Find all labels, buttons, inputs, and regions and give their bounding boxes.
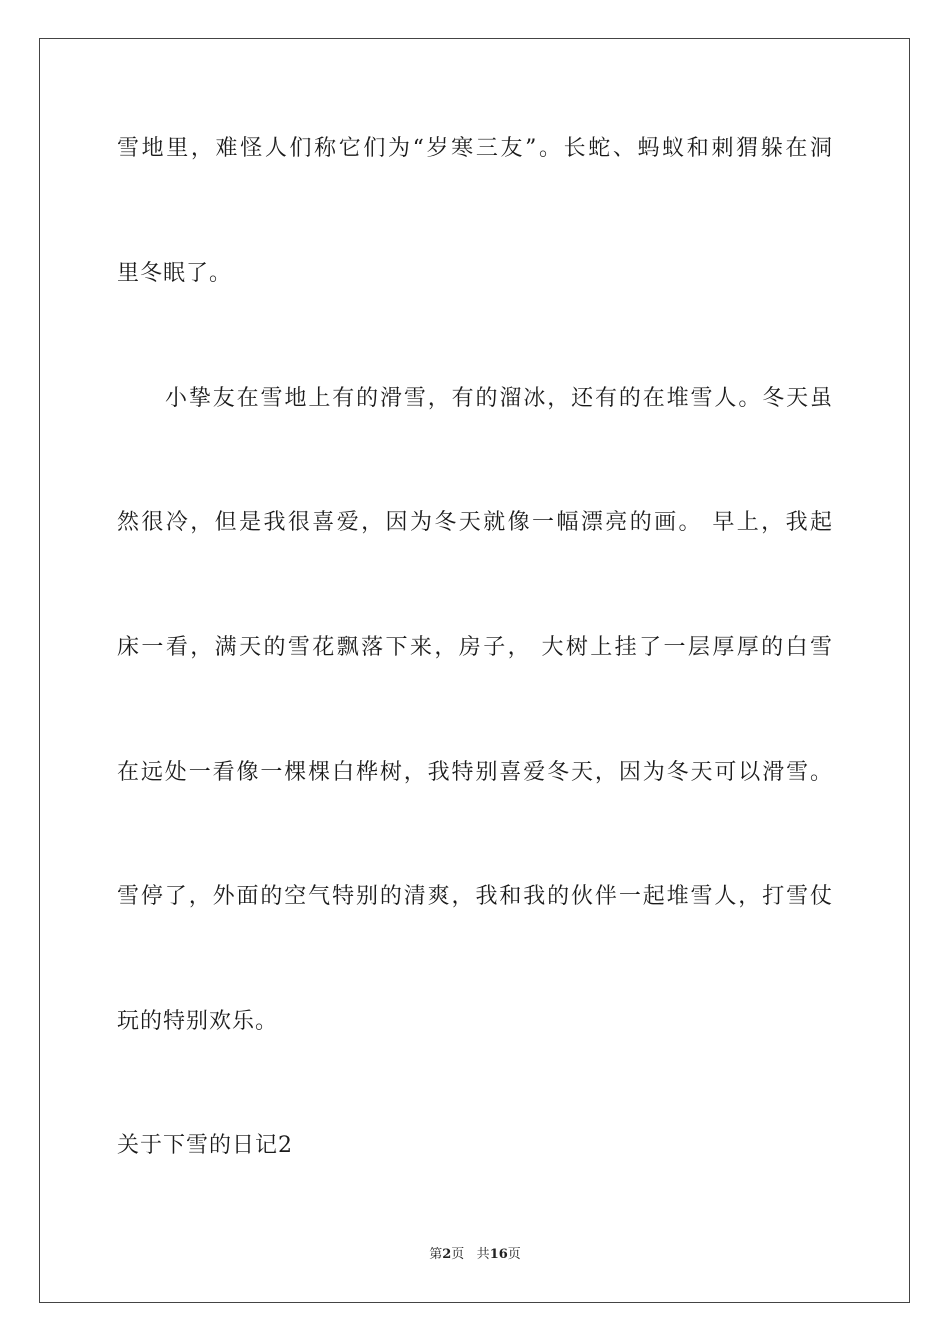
page-suffix: 页 xyxy=(451,1247,465,1262)
paragraph-line: 在远处一看像一棵棵白桦树，我特别喜爱冬天，因为冬天可以滑雪。 xyxy=(117,760,833,785)
page-footer xyxy=(0,1247,950,1263)
page-prefix: 第 xyxy=(429,1247,443,1262)
section-heading: 关于下雪的日记2 xyxy=(117,1133,293,1158)
total-pages: 16 xyxy=(489,1247,508,1262)
page-border xyxy=(39,38,910,1303)
total-prefix: 共 xyxy=(476,1247,490,1262)
paragraph-line: 玩的特别欢乐。 xyxy=(117,1009,279,1034)
paragraph-line: 床一看，满天的雪花飘落下来，房子， 大树上挂了一层厚厚的白雪 xyxy=(117,635,833,660)
paragraph-line: 雪停了，外面的空气特别的清爽，我和我的伙伴一起堆雪人，打雪仗 xyxy=(117,884,833,909)
page-number: 2 xyxy=(442,1247,452,1262)
paragraph-line: 小挚友在雪地上有的滑雪，有的溜冰，还有的在堆雪人。冬天虽 xyxy=(165,386,833,411)
paragraph-line: 然很冷，但是我很喜爱，因为冬天就像一幅漂亮的画。 早上，我起 xyxy=(117,510,833,535)
paragraph-line: 里冬眠了。 xyxy=(117,261,233,286)
paragraph-line: 雪地里，难怪人们称它们为“岁寒三友”。长蛇、蚂蚁和刺猬躲在洞 xyxy=(117,136,833,161)
total-suffix: 页 xyxy=(507,1247,521,1262)
